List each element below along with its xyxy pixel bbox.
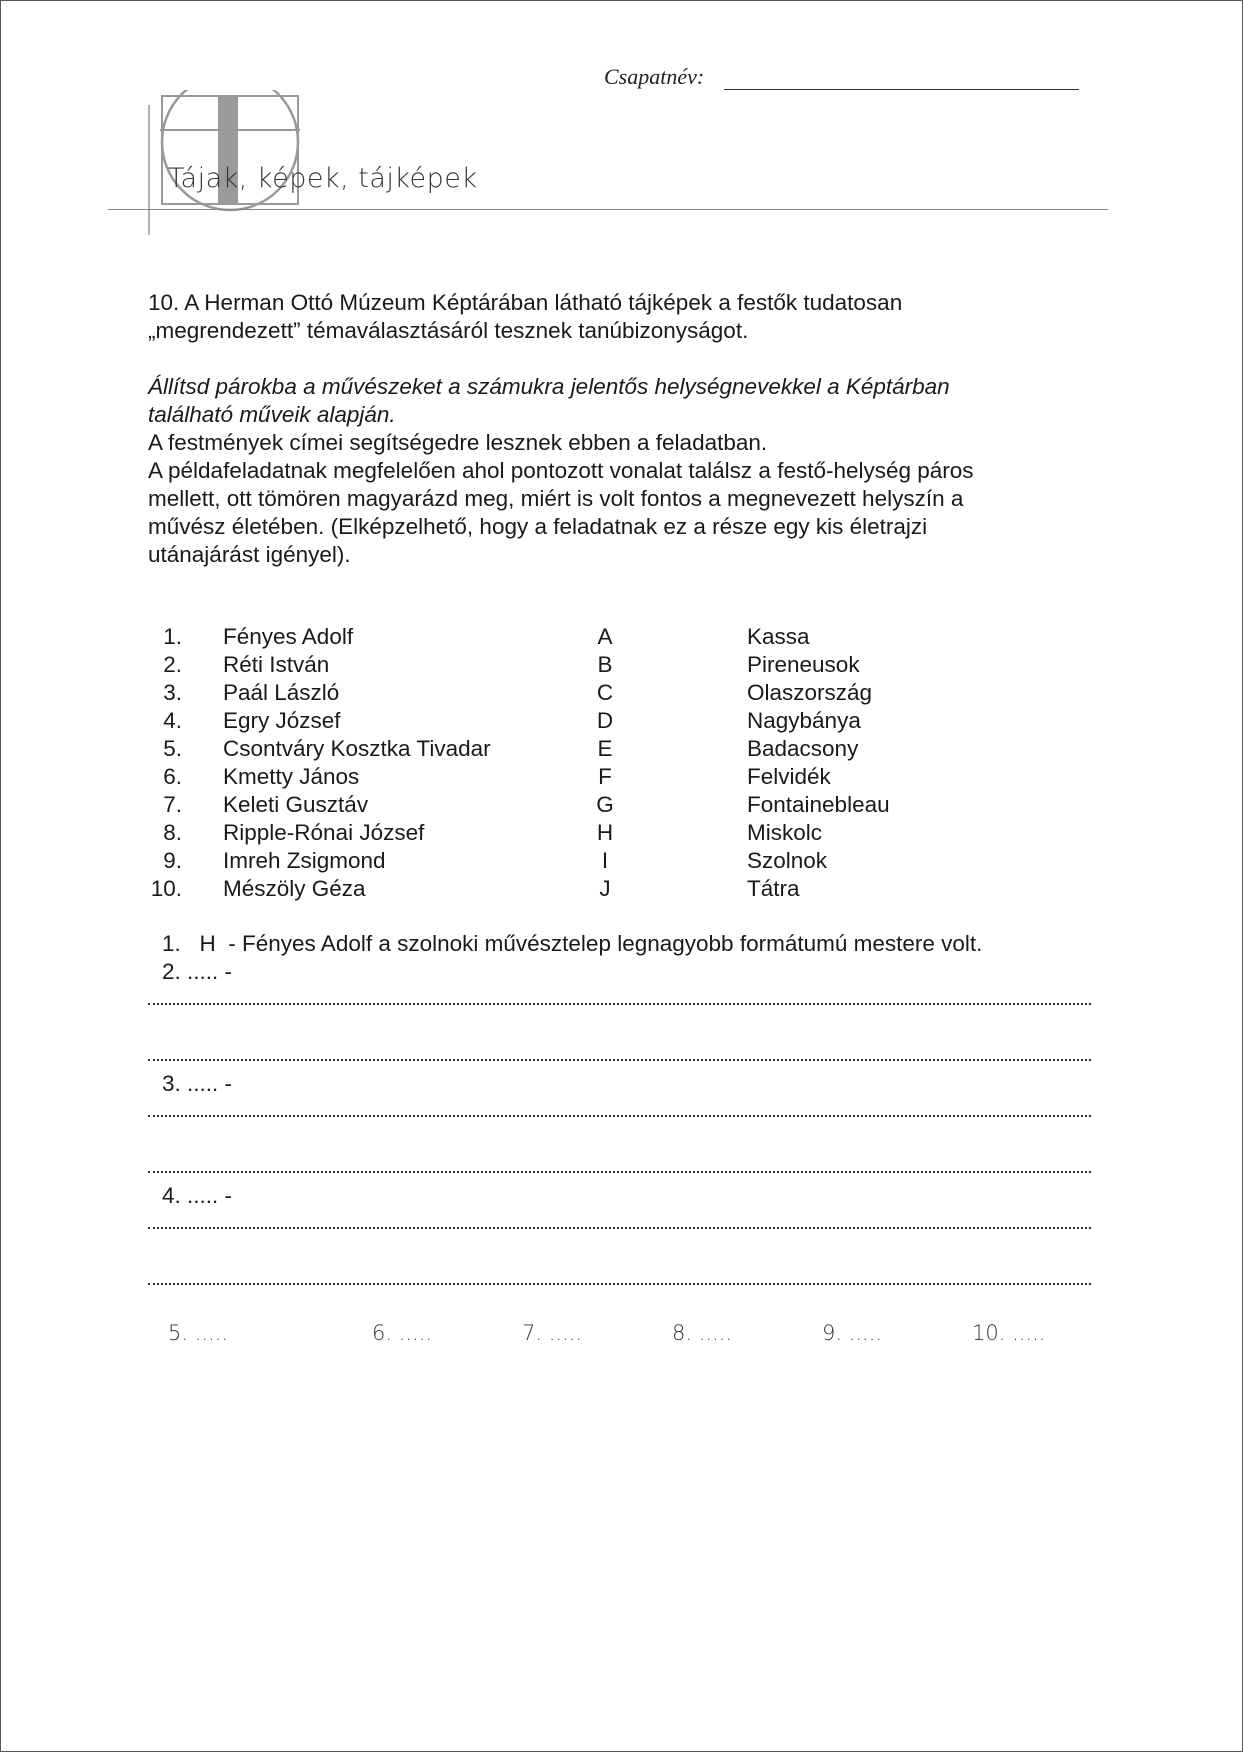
artist-name: Kmetty János: [223, 764, 360, 789]
artist-number: 5.: [163, 736, 182, 761]
place-letter: G: [596, 792, 614, 817]
team-name-label: Csapatnév:: [604, 64, 705, 89]
answer-blank-7[interactable]: 7. .....: [522, 1321, 583, 1345]
answer-label-4: 4. ..... -: [162, 1183, 233, 1208]
artist-number: 3.: [163, 680, 182, 705]
artist-name: Ripple-Rónai József: [223, 820, 425, 845]
answer-blank-10[interactable]: 10. .....: [972, 1321, 1046, 1345]
instruction-italic-line: Állítsd párokba a művészeket a számukra jelentős helységnevekkel a Képtárban: [148, 374, 950, 399]
matching-row: [0, 819, 1243, 847]
place-name: Olaszország: [747, 680, 873, 705]
team-name-field[interactable]: [724, 89, 1079, 90]
instruction-line: utánajárást igényel).: [148, 542, 351, 567]
artist-number: 4.: [163, 708, 182, 733]
header-divider: [108, 209, 1108, 210]
matching-row: [0, 735, 1243, 763]
place-name: Badacsony: [747, 736, 859, 761]
instruction-line: A festmények címei segítségedre lesznek ebben a feladatban.: [148, 430, 768, 455]
answer-line[interactable]: [148, 1168, 1091, 1176]
place-name: Szolnok: [747, 848, 828, 873]
matching-row: [0, 847, 1243, 875]
answer-blank-6[interactable]: 6. .....: [372, 1321, 433, 1345]
artist-name: Csontváry Kosztka Tivadar: [223, 736, 491, 761]
artist-name: Paál László: [223, 680, 340, 705]
place-name: Kassa: [747, 624, 810, 649]
artist-number: 10.: [150, 876, 182, 901]
place-letter: A: [597, 624, 613, 649]
matching-row: [0, 707, 1243, 735]
matching-row: [0, 679, 1243, 707]
artist-number: 8.: [163, 820, 182, 845]
place-name: Nagybánya: [747, 708, 861, 733]
answer-blank-9[interactable]: 9. .....: [822, 1321, 883, 1345]
place-letter: I: [601, 848, 609, 873]
answer-line[interactable]: [148, 1112, 1091, 1120]
artist-name: Imreh Zsigmond: [223, 848, 386, 873]
artist-name: Fényes Adolf: [223, 624, 354, 649]
task-instructions: [148, 373, 1088, 569]
answer-line[interactable]: [148, 1224, 1091, 1232]
instruction-italic-line: található műveik alapján.: [148, 402, 396, 427]
artist-name: Réti István: [223, 652, 330, 677]
place-letter: J: [599, 876, 611, 901]
answer-line[interactable]: [148, 1280, 1091, 1288]
answer-label-3: 3. ..... -: [162, 1071, 233, 1096]
artist-number: 1.: [163, 624, 182, 649]
instruction-line: művész életében. (Elképzelhető, hogy a feladatnak ez a része egy kis életrajzi: [148, 514, 928, 539]
place-name: Pireneusok: [747, 652, 860, 677]
artist-number: 6.: [163, 764, 182, 789]
answer-blank-5[interactable]: 5. .....: [168, 1321, 229, 1345]
artist-number: 9.: [163, 848, 182, 873]
place-letter: E: [597, 736, 613, 761]
task-intro-line: „megrendezett” témaválasztásáról tesznek tanúbizonyságot.: [148, 318, 749, 343]
instruction-line: mellett, ott tömören magyarázd meg, miért is volt fontos a megnevezett helyszín a: [148, 486, 964, 511]
place-name: Fontainebleau: [747, 792, 890, 817]
matching-row: [0, 623, 1243, 651]
answer-blank-8[interactable]: 8. .....: [672, 1321, 733, 1345]
page-title: Tájak, képek, tájképek: [168, 163, 478, 194]
matching-row: [0, 875, 1243, 903]
place-letter: D: [596, 708, 614, 733]
artist-name: Mészöly Géza: [223, 876, 366, 901]
artist-name: Egry József: [223, 708, 341, 733]
example-answer: 1. H - Fényes Adolf a szolnoki művésztelep legnagyobb formátumú mestere volt.: [162, 931, 983, 956]
place-letter: C: [596, 680, 614, 705]
answer-line[interactable]: [148, 1000, 1091, 1008]
answer-line[interactable]: [148, 1056, 1091, 1064]
place-letter: H: [596, 820, 614, 845]
matching-row: [0, 651, 1243, 679]
artist-number: 2.: [163, 652, 182, 677]
matching-row: [0, 791, 1243, 819]
place-letter: F: [598, 764, 612, 789]
place-name: Felvidék: [747, 764, 831, 789]
task-intro: [148, 289, 1088, 345]
place-name: Tátra: [747, 876, 800, 901]
matching-row: [0, 763, 1243, 791]
place-letter: B: [597, 652, 613, 677]
instruction-line: A példafeladatnak megfelelően ahol pontozott vonalat találsz a festő-helység páros: [148, 458, 974, 483]
artist-name: Keleti Gusztáv: [223, 792, 369, 817]
answer-label-2: 2. ..... -: [162, 959, 233, 984]
place-name: Miskolc: [747, 820, 823, 845]
artist-number: 7.: [163, 792, 182, 817]
task-intro-line: 10. A Herman Ottó Múzeum Képtárában látható tájképek a festők tudatosan: [148, 290, 903, 315]
